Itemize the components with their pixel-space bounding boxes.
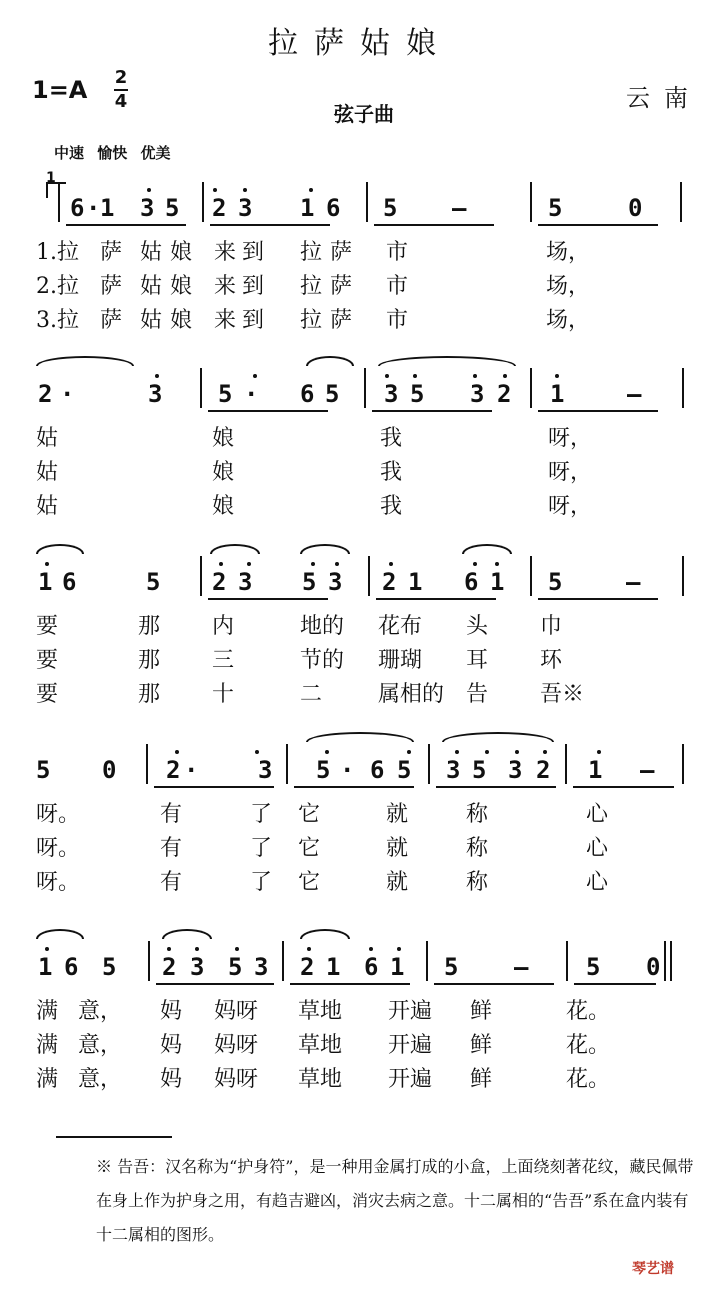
beam-line [538, 224, 658, 226]
beam-line [66, 224, 186, 226]
beam-line [376, 598, 496, 600]
lyric-word: 姑 [36, 426, 59, 451]
barline [530, 368, 532, 408]
octave-dot [195, 947, 199, 951]
lyric-word: 吾※ [540, 682, 585, 707]
score-note: 1 [550, 380, 565, 408]
score-note: 2 [162, 953, 177, 981]
score-note: 1 [38, 568, 53, 596]
song-genre: 弦子曲 [334, 102, 394, 126]
score-note: 1 [100, 194, 115, 222]
lyric-word: 草地 [298, 1067, 343, 1092]
barline [670, 941, 672, 981]
lyric-word: 呀， [548, 460, 593, 485]
score-note: 5 [316, 756, 331, 784]
lyric-word: 妈呀 [214, 1067, 259, 1092]
lyric-word: 娘 [212, 494, 235, 519]
barline [364, 368, 366, 408]
score-note: 2 [536, 756, 551, 784]
beam-line [290, 983, 410, 985]
lyric-word: 珊瑚 [378, 648, 423, 673]
score-note: · [86, 194, 101, 222]
lyric-word: 要 [36, 614, 59, 639]
slur [36, 929, 84, 939]
slur [36, 544, 84, 554]
lyric-word: 就 [386, 836, 409, 861]
lyric-word: 拉 [300, 308, 323, 333]
lyric-word: 萨 [100, 308, 123, 333]
barline [664, 941, 666, 981]
lyric-word: 姑 [140, 308, 163, 333]
score-note: 2 [212, 194, 227, 222]
lyric-word: 有 [160, 870, 183, 895]
score-note: 3 [446, 756, 461, 784]
lyric-word: 娘 [170, 240, 193, 265]
lyric-word: 来 [214, 240, 237, 265]
barline [530, 556, 532, 596]
lyric-word: 心 [586, 802, 609, 827]
lyric-word: 场， [546, 240, 591, 265]
footnote-rule [56, 1136, 172, 1138]
lyric-word: 娘 [212, 460, 235, 485]
score-note: 6 [364, 953, 379, 981]
lyric-word: 那 [138, 614, 161, 639]
lyric-word: 要 [36, 648, 59, 673]
lyric-word: 我 [380, 460, 403, 485]
lyric-word: 拉 [300, 240, 323, 265]
score-note: 6 [464, 568, 479, 596]
octave-dot [247, 562, 251, 566]
lyric-word: 环 [540, 648, 563, 673]
octave-dot [175, 750, 179, 754]
octave-dot [503, 374, 507, 378]
score-note: 5 [397, 756, 412, 784]
lyric-word: 姑 [36, 494, 59, 519]
barline [200, 556, 202, 596]
time-signature-bottom: 4 [114, 91, 128, 112]
lyric-word: 头 [466, 614, 489, 639]
lyric-word: 我 [380, 494, 403, 519]
octave-dot [485, 750, 489, 754]
score-note: 6 [70, 194, 85, 222]
score-note: 5 [383, 194, 398, 222]
lyric-word: 3.拉 [36, 308, 79, 333]
score-note: 1 [408, 568, 423, 596]
lyric-word: 呀。 [36, 802, 81, 827]
lyric-word: 满 [36, 999, 59, 1024]
beam-line [573, 786, 674, 788]
octave-dot [515, 750, 519, 754]
score-note: 5 [102, 953, 117, 981]
score-note: 1 [490, 568, 505, 596]
lyric-word: 市 [386, 240, 409, 265]
score-note: 6 [300, 380, 315, 408]
octave-dot [325, 750, 329, 754]
score-note: – [452, 194, 467, 222]
lyric-word: 它 [298, 802, 321, 827]
score-note: 5 [165, 194, 180, 222]
lyric-word: 节的 [300, 648, 345, 673]
lyric-word: 那 [138, 648, 161, 673]
volta-number: 1 [46, 170, 56, 186]
beam-line [156, 983, 274, 985]
barline [366, 182, 368, 222]
time-signature-top: 2 [114, 67, 128, 88]
lyric-word: 呀。 [36, 836, 81, 861]
barline [426, 941, 428, 981]
score-note: 6 [62, 568, 77, 596]
key-signature: 1=A [32, 76, 88, 104]
score-note: 0 [102, 756, 117, 784]
lyric-word: 开遍 [388, 1067, 433, 1092]
lyric-word: 巾 [540, 614, 563, 639]
lyric-word: 了 [250, 870, 273, 895]
octave-dot [45, 947, 49, 951]
lyric-word: 妈 [160, 999, 183, 1024]
score-note: – [514, 953, 529, 981]
lyric-word: 满 [36, 1033, 59, 1058]
lyric-word: 呀， [548, 494, 593, 519]
slur [300, 929, 350, 939]
octave-dot [309, 188, 313, 192]
score-note: 5 [548, 568, 563, 596]
octave-dot [473, 374, 477, 378]
barline [530, 182, 532, 222]
score-note: 3 [238, 568, 253, 596]
score-note: 5 [586, 953, 601, 981]
beam-line [436, 786, 556, 788]
lyric-word: 我 [380, 426, 403, 451]
lyric-word: 2.拉 [36, 274, 79, 299]
lyric-word: 意， [78, 1067, 123, 1092]
lyric-word: 萨 [330, 308, 353, 333]
lyric-word: 开遍 [388, 999, 433, 1024]
beam-line [574, 983, 656, 985]
lyric-word: 地的 [300, 614, 345, 639]
lyric-word: 十 [212, 682, 235, 707]
lyric-word: 那 [138, 682, 161, 707]
footnote-text: 告吾：汉名称为“护身符”，是一种用金属打成的小盒，上面绕刻著花纹，藏民佩带在身上作为护身之用，有趋吉避凶，消灾去病之意。十二属相的“告吾”系在盒内装有十二属相的图形。 [96, 1157, 694, 1244]
lyric-word: 它 [298, 870, 321, 895]
score-note: 5 [410, 380, 425, 408]
lyric-word: 市 [386, 308, 409, 333]
beam-line [210, 224, 330, 226]
lyric-word: 就 [386, 870, 409, 895]
song-region: 云南 [626, 84, 702, 112]
lyric-word: 妈呀 [214, 1033, 259, 1058]
lyric-word: 到 [242, 240, 265, 265]
lyric-word: 到 [242, 308, 265, 333]
octave-dot [473, 562, 477, 566]
score-note: 3 [328, 568, 343, 596]
barline [565, 744, 567, 784]
score-note: 5 [36, 756, 51, 784]
lyric-word: 市 [386, 274, 409, 299]
octave-dot [311, 562, 315, 566]
score-note: 0 [628, 194, 643, 222]
lyric-word: 草地 [298, 999, 343, 1024]
octave-dot [147, 188, 151, 192]
lyric-word: 场， [546, 308, 591, 333]
slur [462, 544, 512, 554]
lyric-word: 花。 [566, 1067, 611, 1092]
score-note: 1 [38, 953, 53, 981]
score-note: 1 [326, 953, 341, 981]
octave-dot [455, 750, 459, 754]
score-note: 1 [300, 194, 315, 222]
lyric-word: 姑 [140, 240, 163, 265]
footnote [96, 1150, 696, 1252]
lyric-word: 妈 [160, 1067, 183, 1092]
lyric-word: 了 [250, 802, 273, 827]
score-note: 5 [228, 953, 243, 981]
octave-dot [235, 947, 239, 951]
score-note: 2 [300, 953, 315, 981]
score-note: 1 [588, 756, 603, 784]
beam-line [294, 786, 414, 788]
octave-dot [413, 374, 417, 378]
octave-dot [397, 947, 401, 951]
lyric-word: 称 [466, 836, 489, 861]
lyric-word: 花布 [378, 614, 423, 639]
score-note: 3 [140, 194, 155, 222]
octave-dot [389, 562, 393, 566]
octave-dot [407, 750, 411, 754]
octave-dot [213, 188, 217, 192]
score-note: 3 [148, 380, 163, 408]
lyric-word: 鲜 [470, 999, 493, 1024]
lyric-word: 拉 [300, 274, 323, 299]
score-note: · [60, 380, 75, 408]
barline [428, 744, 430, 784]
octave-dot [255, 750, 259, 754]
score-note: 5 [325, 380, 340, 408]
score-note: 3 [238, 194, 253, 222]
beam-line [372, 410, 492, 412]
barline [202, 182, 204, 222]
lyric-word: 1.拉 [36, 240, 79, 265]
lyric-word: 花。 [566, 1033, 611, 1058]
lyric-word: 萨 [100, 240, 123, 265]
lyric-word: 心 [586, 870, 609, 895]
lyric-word: 内 [212, 614, 235, 639]
barline [682, 368, 684, 408]
lyric-word: 妈呀 [214, 999, 259, 1024]
octave-dot [495, 562, 499, 566]
lyric-word: 萨 [330, 274, 353, 299]
octave-dot [243, 188, 247, 192]
barline [680, 182, 682, 222]
score-note: – [640, 756, 655, 784]
lyric-word: 姑 [140, 274, 163, 299]
lyric-word: 姑 [36, 460, 59, 485]
score-note: 5 [548, 194, 563, 222]
lyric-word: 妈 [160, 1033, 183, 1058]
octave-dot [335, 562, 339, 566]
barline [566, 941, 568, 981]
lyric-word: 娘 [170, 308, 193, 333]
score-note: 2 [212, 568, 227, 596]
beam-line [208, 598, 328, 600]
lyric-word: 有 [160, 802, 183, 827]
time-signature [114, 68, 128, 112]
score-note: 5 [218, 380, 233, 408]
octave-dot [167, 947, 171, 951]
barline [682, 556, 684, 596]
octave-dot [219, 562, 223, 566]
lyric-word: 称 [466, 802, 489, 827]
octave-dot [597, 750, 601, 754]
score-note: 3 [508, 756, 523, 784]
lyric-word: 称 [466, 870, 489, 895]
lyric-word: 意， [78, 1033, 123, 1058]
watermark-logo: 琴艺谱 [632, 1261, 674, 1277]
lyric-word: 告 [466, 682, 489, 707]
score-note: – [627, 380, 642, 408]
lyric-word: 满 [36, 1067, 59, 1092]
lyric-word: 有 [160, 836, 183, 861]
slur [210, 544, 260, 554]
slur [442, 732, 554, 742]
score-note: 2 [166, 756, 181, 784]
score-note: · [244, 380, 259, 408]
slur [162, 929, 212, 939]
score-note: 3 [190, 953, 205, 981]
lyric-word: 呀。 [36, 870, 81, 895]
score-note: 5 [302, 568, 317, 596]
score-note: 3 [470, 380, 485, 408]
lyric-word: 草地 [298, 1033, 343, 1058]
barline [146, 744, 148, 784]
barline [148, 941, 150, 981]
score-note: 6 [326, 194, 341, 222]
score-note: 5 [146, 568, 161, 596]
lyric-word: 它 [298, 836, 321, 861]
barline [200, 368, 202, 408]
score-note: – [626, 568, 641, 596]
octave-dot [369, 947, 373, 951]
octave-dot [543, 750, 547, 754]
octave-dot [555, 374, 559, 378]
slur [306, 732, 414, 742]
lyric-word: 耳 [466, 648, 489, 673]
slur [36, 356, 134, 366]
barline [286, 744, 288, 784]
lyric-word: 萨 [100, 274, 123, 299]
tempo-marking: 中速 愉快 优美 [54, 144, 171, 162]
score-note: 3 [258, 756, 273, 784]
beam-line [154, 786, 274, 788]
slur [378, 356, 516, 366]
lyric-word: 萨 [330, 240, 353, 265]
barline [368, 556, 370, 596]
lyric-word: 鲜 [470, 1033, 493, 1058]
octave-dot [155, 374, 159, 378]
score-note: 0 [646, 953, 661, 981]
lyric-word: 三 [212, 648, 235, 673]
beam-line [374, 224, 494, 226]
score-note: 5 [472, 756, 487, 784]
score-note: 6 [370, 756, 385, 784]
beam-line [538, 598, 658, 600]
score-note: · [340, 756, 355, 784]
beam-line [208, 410, 328, 412]
lyric-word: 属相的 [378, 682, 445, 707]
lyric-word: 要 [36, 682, 59, 707]
lyric-word: 来 [214, 274, 237, 299]
lyric-word: 场， [546, 274, 591, 299]
barline [682, 744, 684, 784]
score-note: 2 [382, 568, 397, 596]
lyric-word: 来 [214, 308, 237, 333]
octave-dot [385, 374, 389, 378]
score-note: 3 [254, 953, 269, 981]
lyric-word: 二 [300, 682, 323, 707]
lyric-word: 意， [78, 999, 123, 1024]
lyric-word: 开遍 [388, 1033, 433, 1058]
lyric-word: 到 [242, 274, 265, 299]
slur [300, 544, 350, 554]
score-note: 5 [444, 953, 459, 981]
song-title: 拉萨姑娘 [268, 26, 452, 61]
score-note: 2 [497, 380, 512, 408]
barline [282, 941, 284, 981]
lyric-word: 了 [250, 836, 273, 861]
octave-dot [253, 374, 257, 378]
lyric-word: 娘 [212, 426, 235, 451]
octave-dot [45, 562, 49, 566]
lyric-word: 鲜 [470, 1067, 493, 1092]
score-note: 1 [390, 953, 405, 981]
footnote-mark: ※ [96, 1157, 113, 1176]
lyric-word: 呀， [548, 426, 593, 451]
beam-line [434, 983, 554, 985]
lyric-word: 就 [386, 802, 409, 827]
score-note: 6 [64, 953, 79, 981]
score-note: 2 [38, 380, 53, 408]
score-note: · [184, 756, 199, 784]
score-note: 3 [384, 380, 399, 408]
barline [58, 182, 60, 222]
lyric-word: 娘 [170, 274, 193, 299]
octave-dot [307, 947, 311, 951]
lyric-word: 花。 [566, 999, 611, 1024]
slur [306, 356, 354, 366]
beam-line [538, 410, 658, 412]
lyric-word: 心 [586, 836, 609, 861]
